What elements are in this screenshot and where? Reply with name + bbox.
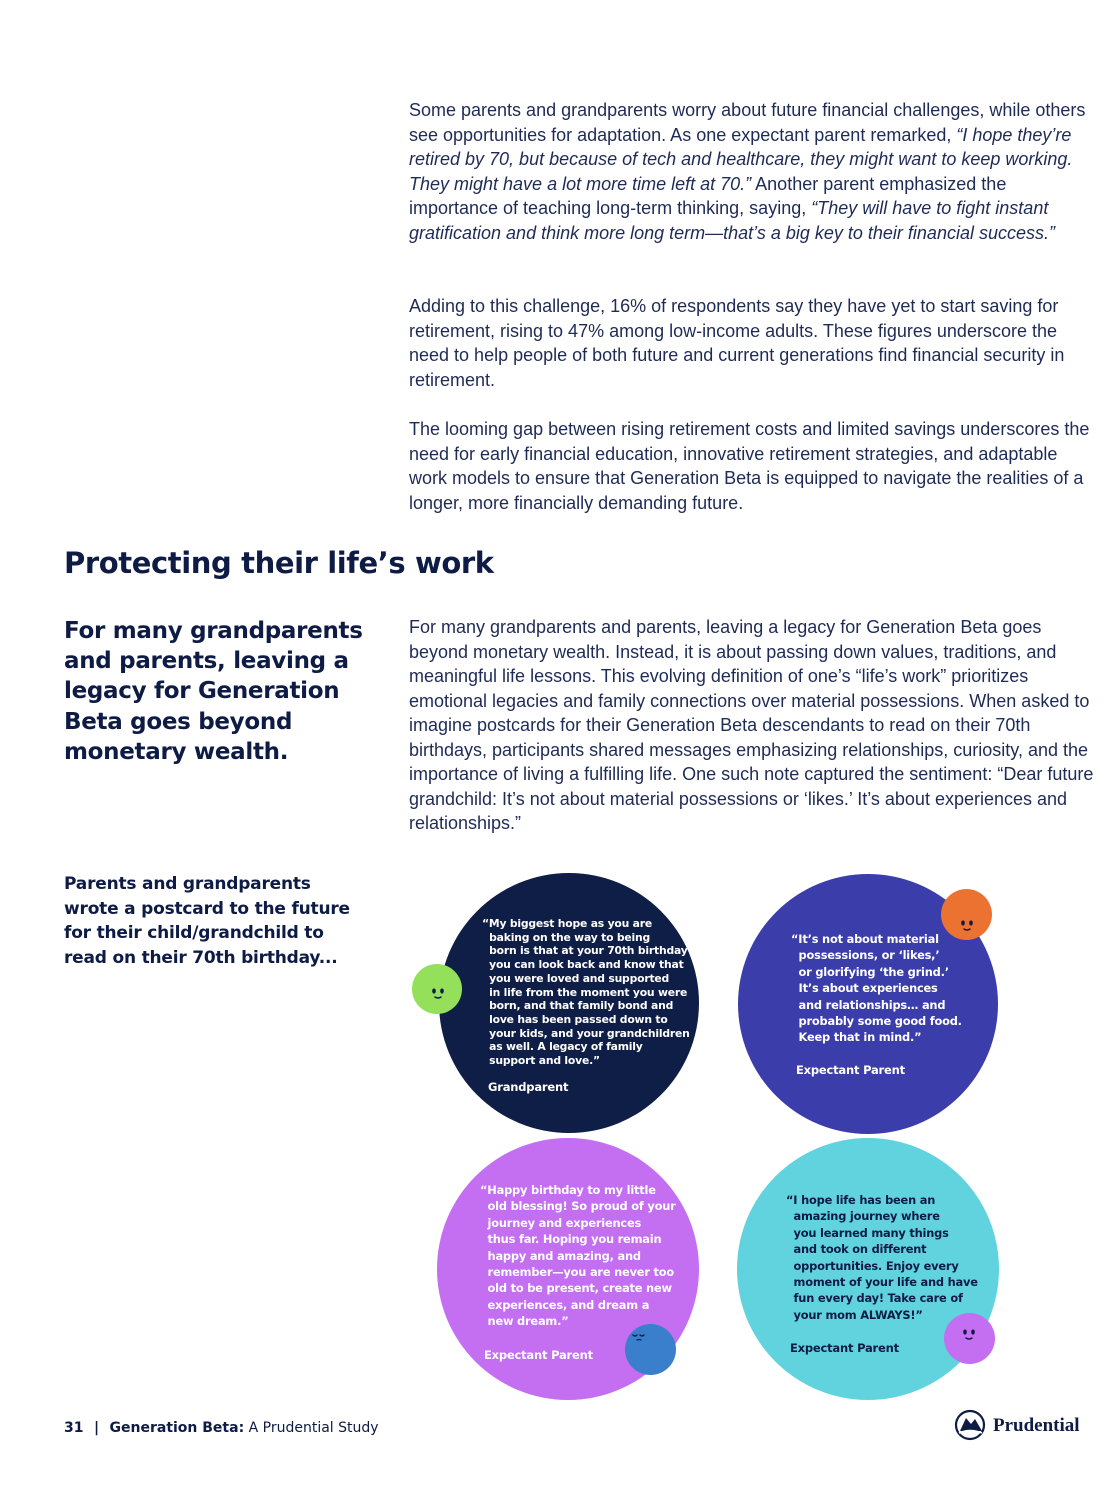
section-title: Protecting their life’s work	[64, 546, 494, 580]
paragraph-text: Adding to this challenge, 16% of respondents say they have yet to start saving for retirement, rising to 47% among low-income adults. These figures underscore the need to help people of both future and current generations find financial security in retirement.	[409, 296, 1065, 390]
logo-text: Prudential	[993, 1415, 1080, 1436]
retirement-savings-paragraph	[409, 294, 1099, 392]
paragraph-text: Another parent emphasized the importance of teaching long-term thinking, saying,	[409, 173, 1007, 218]
paragraph-text: The looming gap between rising retirement costs and limited savings underscores the need for early financial education, innovative retirement strategies, and adaptable work models to ensure that Generation Beta is equipped to navigate the realities of a longer, more financially demanding future.	[409, 419, 1090, 513]
pull-quote: For many grandparents and parents, leaving a legacy for Generation Beta goes beyond monetary wealth.	[64, 618, 363, 765]
legacy-paragraph	[409, 615, 1099, 836]
report-title: Generation Beta:	[109, 1420, 245, 1436]
intro-paragraph	[409, 98, 1099, 245]
postcard-quote: “My biggest hope as you are baking on the way to being born is that at your 70th birthday you can look back and know that you were loved and supported in life from the moment you were born, and that family bond and love has been passed down to your kids, and your grandchildren as well. A legacy of family support and love.”	[482, 917, 690, 1068]
prudential-logo	[954, 1408, 1094, 1442]
inline-quote: “They will have to fight instant gratification and think more long term—that’s a big key to their financial success.”	[409, 198, 1055, 243]
gap-paragraph	[409, 417, 1099, 515]
postcard-quote: “I hope life has been an amazing journey where you learned many things and took on different opportunities. Enjoy every moment of your life and have fun every day! Take care of your mom ALWAYS!”	[786, 1193, 978, 1322]
postcard-attribution: Expectant Parent	[790, 1341, 899, 1355]
page-footer	[64, 1420, 379, 1436]
page-number: 31	[64, 1420, 84, 1436]
smiley-face-icon	[944, 1313, 995, 1364]
paragraph-text: Some parents and grandparents worry about future financial challenges, while others see opportunities for adaptation. As one expectant parent remarked,	[409, 100, 1086, 145]
sleepy-face-icon	[625, 1324, 676, 1375]
smiley-face-icon	[941, 889, 992, 940]
postcard-caption: Parents and grandparents wrote a postcard to the future for their child/grandchild to read on their 70th birthday...	[64, 874, 350, 968]
smiley-face-icon	[412, 964, 462, 1014]
footer-separator: |	[93, 1420, 100, 1436]
report-subtitle: A Prudential Study	[244, 1420, 379, 1436]
postcard-attribution: Expectant Parent	[796, 1063, 905, 1077]
inline-quote: “I hope they’re retired by 70, but because of tech and healthcare, they might want to keep working. They might have a lot more time left at 70.”	[409, 124, 1073, 194]
postcard-circle-grandparent	[439, 873, 699, 1133]
postcard-quote: “Happy birthday to my little old blessing! So proud of your journey and experiences thus far. Hoping you remain happy and amazing, and remember—you are never too old to be present, create new experiences, and dream a new dream.”	[480, 1183, 676, 1329]
postcard-quote: “It’s not about material possessions, or ‘likes,’ or glorifying ‘the grind.’ It’s about experiences and relationships… and probably some good food. Keep that in mind.”	[791, 932, 962, 1045]
postcard-attribution: Expectant Parent	[484, 1348, 593, 1362]
rock-icon	[954, 1408, 988, 1442]
paragraph-text: For many grandparents and parents, leaving a legacy for Generation Beta goes beyond monetary wealth. Instead, it is about passing down values, traditions, and meaningful life lessons. This evolving definition of one’s “life’s work” prioritizes emotional legacies and family connections over material possessions. When asked to imagine postcards for their Generation Beta descendants to read on their 70th birthdays, participants shared messages emphasizing relationships, curiosity, and the importance of living a fulfilling life. One such note captured the sentiment: “Dear future grandchild: It’s not about material possessions or ‘likes.’ It’s about experiences and relationships.”	[409, 617, 1094, 833]
postcard-attribution: Grandparent	[488, 1080, 569, 1094]
